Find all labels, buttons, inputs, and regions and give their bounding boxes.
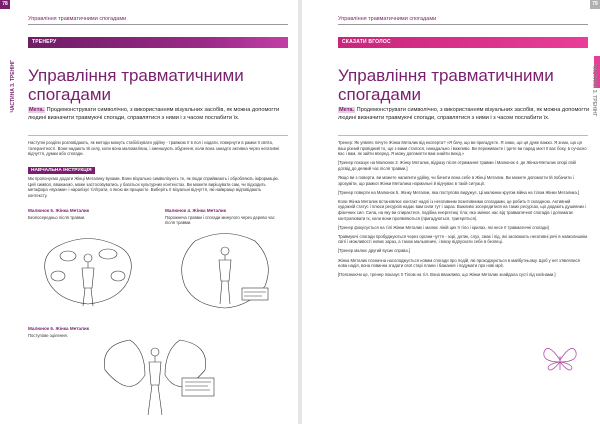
fig5-caption: Малюнок 5. Жінка Металик: [28, 208, 90, 213]
paragraph: Якщо ви з поверти, ви можете напилити удійну, чи бачити вона себе в Жінці Металик. Ви можете допомогти їй побачити і зрозуміти, що рамкої Жінки Металика нормальні й відчуває в такій ситуації.: [338, 174, 574, 186]
paragraph: [Тренер малює другий вусик справа.]: [338, 248, 411, 254]
paragraph: [Тренер поверти на Малюнок 5. Жінку Металик, яка поступово видужує. Ці малюнки кругом війна на тілом Жінки Металика.]: [338, 189, 580, 195]
header-rule: [28, 24, 288, 25]
running-head: Управління травматичними спогадами: [338, 16, 437, 22]
figure-4-illustration: [170, 226, 280, 316]
side-tab: ЧАСТИНА 3. ТРЕНІНГ: [10, 60, 16, 113]
dialogue-body: [338, 140, 588, 281]
paragraph: Коли Жінка Металик встановлює контакт надлі із негативним позитивними спогадами, це робить її складною. Активний художній статус і плюси ресурсів надає вам сили тут і зараз. Важливо зосередитися на таких ресурсах, що додають душевних і фізичних сил. Сила, на яку ви спираєтеся, подібна енергетиці тіла; яка змінює нас від травматичної спогадів і допомагає контролювати їх, коли вони проявляються (пригадуються, тригеряться).: [338, 198, 587, 221]
paragraph: [Тренер показує на Малюнок 3. Жінку Металик, відразу після отримання травми і Малюнок 4. де Жінка-Металик опорі свій досвід до деякий час після травми.]: [338, 160, 576, 171]
goal-text: Продемонструвати символічно, з використанням візуальних засобів, як можна допомогти людині визначити травмуючі спогади, справлятися з ними і з часом послабити їх.: [28, 107, 280, 121]
section-band: ТРЕНЕРУ: [28, 37, 288, 48]
divider: [28, 135, 288, 136]
figure-6-illustration: [90, 330, 220, 420]
paragraph: Жінка Металик позначна насолоджується новим спогади про подій, які проходжуються в майбутньому. Щоб у неї з'являлися нова надія, вона повинна згадати свої старі плани і бажання і подумати про нові мрії.: [338, 257, 580, 269]
goal-paragraph: [28, 106, 280, 122]
goal-label: Мета.: [339, 107, 355, 113]
paragraph: [Тренер фокусується на тілі Жінки Металик і малює ліній цих її тіло і крилах, які несе її травматичні спогади]: [338, 224, 549, 230]
right-page: [302, 0, 600, 424]
instruction-text: Ми пропонуємо додати Жінці Металику вухами. Вони візуально символізують те, як люди сприймають і обробляють інформацію. Цей символ, вважаємо, може застосовуватись у багатьох культурних контекстах. Ви можете вирішувати сам, чи підходить метафора «вухами» і наралізує тіл/грати, о якою ви працюєте. Виберіть її візуальні відчуття, які найкраще відповідають контексту.: [28, 176, 279, 198]
page-number: 78: [0, 0, 10, 9]
fig6-subcaption: Поступове зцілення.: [28, 333, 68, 338]
intro-text: Наступні розділи розповідають, як методи можуть стабілізувати удійну - травмою її в пол і надати, повернути в рамки її свята, толерантності. Вони надають їй силу, коли вона маломатівна, і зменшують обурення, коли вона занадто активна через негативні відчуття, думки або спогади.: [28, 140, 280, 157]
page-title: Управління травматичними спогадами: [338, 66, 554, 104]
goal-label: Мета.: [29, 107, 45, 113]
fig6-caption: Малюнок 6. Жінка Металик: [28, 326, 90, 331]
page-number: 79: [590, 0, 600, 9]
page-title: Управління травматичними спогадами: [28, 66, 244, 104]
side-tab: ЧАСТИНА 3. ТРЕНІНГ: [591, 64, 597, 117]
fig4-subcaption: Порожнеча травми і спогади минулого через дерево час після травми.: [165, 215, 275, 226]
paragraph: [Пояснюючи це, тренер показує її Тілом на тіл. Вона вважливо, що Жінки Металик знайдала сусті під колінами.]: [338, 272, 556, 278]
header-rule: [338, 24, 588, 25]
divider: [338, 135, 588, 136]
goal-paragraph: [338, 106, 590, 122]
paragraph: Травмуючі спогади пробуджуються через органи чуття - зорі, дотик, слух, смак і під, які засвоюють негативні речі в навколишнім світі і можливості нових зараз, а також мальовничі, і вокзу відпускати себе в безпеці.: [338, 233, 588, 245]
butterfly-icon: [540, 340, 580, 380]
paragraph: Тренер: Як уявляє почуте Жінка Металик від експерта? «Я бачу, що ви пригадуєте. Я знаю, що ця дуже важко. Я знаю, що ця ваш різний провідний то, що з вами сталося, нанадально і важливо. Ви переживаєте і їдете ви парад моєї її вас боку, в сучасно вас і вам, як зайти вперед. Я можу допомогти вам знайти вихід.»: [338, 140, 587, 157]
fig5-subcaption: Безпосередньо після травми.: [28, 215, 86, 220]
running-head: Управління травматичними спогадами: [28, 16, 127, 22]
figure-5-illustration: [28, 226, 148, 316]
subhead-instruction: НАВЧАЛЬНА ІНСТРУКЦІЯ: [28, 167, 95, 174]
left-page: [0, 0, 298, 424]
section-band: СКАЗАТИ ВГОЛОС: [338, 37, 588, 48]
goal-text: Продемонструвати символічно, з використанням візуальних засобів, як можна допомогти людині визначити травмуючі спогади, справлятися з ними і з часом послабити їх.: [338, 107, 590, 121]
fig4-caption: Малюнок 4. Жінка Металик: [165, 208, 227, 213]
